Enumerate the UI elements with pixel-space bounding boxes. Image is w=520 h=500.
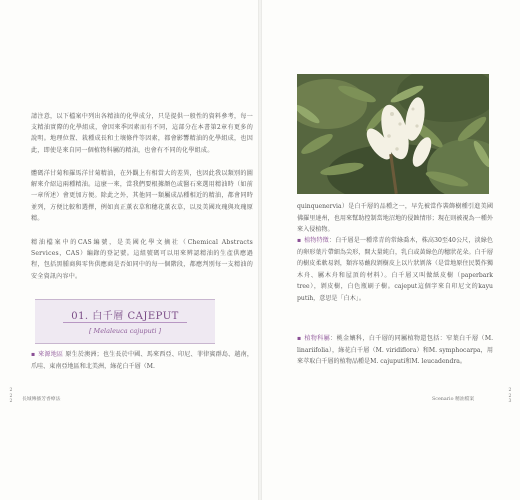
source-region-item [31,349,253,372]
cajeput-photo [297,74,489,194]
left-folio: 長城傳播芳香療法 [22,397,61,402]
bullet-icon: ▪ [31,351,36,358]
item-text: 原生於澳洲；也生長於中國、馬來西亞、印尼、菲律賓群島、越南，爪哇、東南亞地區和北美洲，綠花白千層（M. [31,351,254,370]
item-label: 植物科屬 [304,335,331,342]
cajeput-plant-image [297,74,489,194]
continuation-text: quinquenervia）是白千層的品種之一，早先被當作裝飾樹種引進美國佛羅里達州，也用來幫助控制當地沼地的侵蝕情形；現在則被視為一種外來入侵植物。 [297,203,493,233]
plant-features-item: ▪ 植物特徵：白千層是一種常青的常綠喬木，株高30至40公尺，淡綠色的卵形葉片帶細為尖形，開大量純白，乳白或黃綠色的穗狀花朵。白千層的樹皮柔軟易剝，類容易蘸段剝樹皮上以片狀剝落（是當地原住民製作獨木舟、屬木舟和屋頂的材料）。白千層又叫做紙皮樹（paperbark tree），剝皮樹，白色瓶刷子樹。cajeput這個字來自印尼文的kayu putih，意思是「白木」。 [297,237,494,302]
bullet-icon: ▪ [297,237,302,244]
plant-family-item: ▪ 植物科屬：桃金孃科，白千層的同屬植物還包括：窄葉白千層（M. linariifolia），綠花白千層（M. viridiflora）和M. symphocarpa，用來萃取白千層的植物品種是M. cajuputi和M. leucadendra。 [297,335,494,365]
right-folio: Scenario 精油檔案 [432,397,475,402]
title-divider [63,322,187,323]
right-page-number: 2 2 3 [508,388,512,404]
intro-paragraph-2: 體碼洋甘菊和羅馬洋甘菊精油，在外觀上有相當大的差異，也因此我以類別的圖解來介紹這兩種精油。這麼一來，當我們要根據顏色或醫石來選用精油時（如前一章所述）會更加方便。除此之外，其他同一類屬成品種相近的精油，都會同時並列，方便比較和選擇，例如真正薰衣草和穗花薰衣草，以及美國玫瑰與玫瑰原精。 [31,170,253,222]
item-text: 桃金孃科，白千層的同屬植物還包括：窄葉白千層（M. linariifolia），綠花白千層（M. viridiflora）和M. symphocarpa，用來萃取白千層的植物品種是M. cajuputi和M. leucadendra。 [297,335,494,365]
oil-title: 01. 白千層 CAJEPUT [71,311,179,322]
oil-latin-name: [ Melaleuca cajuputi ] [88,327,162,335]
bullet-icon: ▪ [297,335,302,342]
left-page-number: 2 2 2 [9,388,13,404]
left-page [0,0,258,500]
intro-paragraph-1: 請注意，以下檔案中列出各精油的化學成分，只是提供一般性的資料參考，每一支精油實際的化學組成，會因來季因素而有不同，這部分在本書第2章有更多的說明。地理位置、栽種成長和土壤條件等因素，都會影響精油的化學組成，也因此，即使是來自同一個植物科屬的精油，也會有不同的化學組成。 [31,113,253,154]
item-text: 白千層是一種常青的常綠喬木，株高30至40公尺，淡綠色的卵形葉片帶細為尖形，開大量純白，乳白或黃綠色的穗狀花朵。白千層的樹皮柔軟易剝，類容易蘸段剝樹皮上以片狀剝落（是當地原住民製作獨木舟、屬木舟和屋頂的材料）。白千層又叫做紙皮樹（paperbark tree），剝皮樹，白色瓶刷子樹。cajeput這個字來自印尼文的kayu putih，意思是「白木」。 [297,237,494,302]
oil-title-box [35,299,215,344]
item-label: 植物特徵 [304,237,329,244]
item-label: 來源地區 [38,351,64,358]
intro-paragraph-3: 精油檔案中的CAS編號，是美國化學文摘社（Chemical Abstracts Services，CAS）編錄的登記號。這組號碼可以用來辨認精油的生產供應過程，包括黑腫商與零售供應商是否如同中的每一個階段，都應判別每一支精油的安全資訊內容中。 [31,239,253,280]
